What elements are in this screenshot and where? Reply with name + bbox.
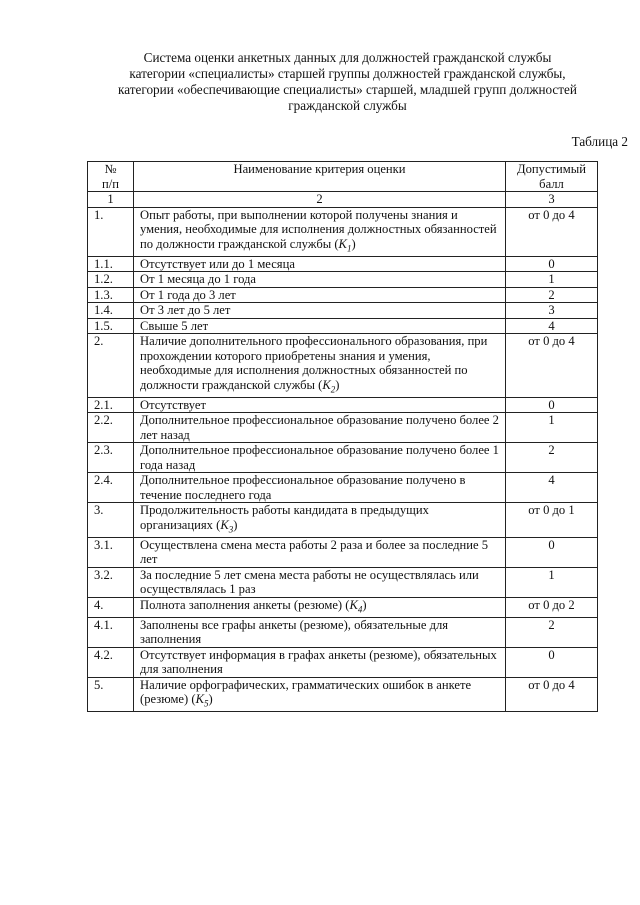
document-title: [60, 50, 635, 114]
criterion-name: [134, 397, 506, 413]
criterion-text: Дополнительное профессиональное образование получено более 1 года назад: [140, 443, 499, 472]
table-row: [88, 473, 598, 503]
allowed-score: 1: [506, 413, 598, 443]
table-row: [88, 207, 598, 256]
criterion-name: [134, 413, 506, 443]
criterion-text: Отсутствует: [140, 397, 206, 412]
title-line: категории «обеспечивающие специалисты» старшей, младшей групп должностей: [118, 82, 577, 97]
criterion-text: Опыт работы, при выполнении которой получены знания и умения, необходимые для исполнения должностных обязанностей по должности гражданской службы: [140, 207, 497, 251]
coefficient-symbol: $K_1$: [338, 236, 352, 254]
row-number: 3.: [88, 503, 134, 538]
row-number: 4.1.: [88, 617, 134, 647]
criterion-text: Заполнены все графы анкеты (резюме), обязательные для заполнения: [140, 617, 449, 647]
criterion-text: Свыше 5 лет: [140, 318, 209, 333]
coefficient-symbol: $K_5$: [195, 692, 209, 709]
row-number: 1.: [88, 207, 134, 256]
allowed-score: от 0 до 4: [506, 334, 598, 398]
header-num: № п/п: [88, 162, 134, 192]
criterion-name: [134, 318, 506, 334]
criterion-name: Полнота заполнения анкеты (резюме) $(K_4)$: [134, 597, 506, 617]
allowed-score: 4: [506, 473, 598, 503]
criterion-name: [134, 443, 506, 473]
row-number: 1.3.: [88, 287, 134, 303]
column-index: 1: [88, 192, 134, 208]
allowed-score: от 0 до 1: [506, 503, 598, 538]
criterion-name: [134, 272, 506, 288]
allowed-score: 2: [506, 287, 598, 303]
criterion-text: Продолжительность работы кандидата в предыдущих организациях: [140, 503, 429, 532]
title-line: Система оценки анкетных данных для должностей гражданской службы: [143, 50, 552, 65]
criterion-text: От 1 месяца до 1 года: [140, 272, 257, 287]
coefficient-symbol: $K_2$: [322, 377, 336, 395]
table-row: [88, 503, 598, 538]
allowed-score: от 0 до 4: [506, 207, 598, 256]
row-number: 2.2.: [88, 413, 134, 443]
table-row: [88, 617, 598, 647]
table-row: [88, 397, 598, 413]
allowed-score: 2: [506, 443, 598, 473]
allowed-score: 0: [506, 647, 598, 677]
table-row: [88, 443, 598, 473]
criterion-text: Наличие дополнительного профессионального образования, при прохождении которого приобретены знания и умения, необходимые для исполнения должностных обязанностей по должности гражданской службы: [140, 334, 488, 392]
table-row: [88, 647, 598, 677]
column-index: 3: [506, 192, 598, 208]
criterion-name: Наличие орфографических, грамматических ошибок в анкете (резюме) $(K_5)$: [134, 677, 506, 712]
table-row: [88, 677, 598, 712]
table-row: [88, 597, 598, 617]
table-row: [88, 272, 598, 288]
column-index: 2: [134, 192, 506, 208]
criterion-text: За последние 5 лет смена места работы не осуществлялась или осуществлялась 1 раз: [140, 567, 479, 597]
criterion-name: [134, 647, 506, 677]
table-row: [88, 413, 598, 443]
row-number: 1.5.: [88, 318, 134, 334]
table-body: [88, 207, 598, 712]
row-number: 3.2.: [88, 567, 134, 597]
criterion-name: [134, 256, 506, 272]
criterion-name: Наличие дополнительного профессионального образования, при прохождении которого приобретены знания и умения, необходимые для исполнения должностных обязанностей по должности гражданской службы $(K_2)$: [134, 334, 506, 398]
allowed-score: 0: [506, 397, 598, 413]
allowed-score: от 0 до 2: [506, 597, 598, 617]
allowed-score: 1: [506, 567, 598, 597]
criterion-name: Продолжительность работы кандидата в предыдущих организациях $(K_3)$: [134, 503, 506, 538]
table-label: Таблица 2: [571, 134, 628, 149]
criterion-name: [134, 303, 506, 319]
criterion-name: [134, 287, 506, 303]
criterion-name: Опыт работы, при выполнении которой получены знания и умения, необходимые для исполнения должностных обязанностей по должности гражданской службы $(K_1)$: [134, 207, 506, 256]
allowed-score: 0: [506, 537, 598, 567]
column-index-row: [88, 192, 598, 208]
row-number: 4.: [88, 597, 134, 617]
table-row: [88, 334, 598, 398]
table-row: [88, 537, 598, 567]
table-row: [88, 567, 598, 597]
row-number: 1.4.: [88, 303, 134, 319]
criterion-text: Дополнительное профессиональное образование получено более 2 лет назад: [140, 413, 499, 442]
allowed-score: от 0 до 4: [506, 677, 598, 712]
criterion-text: Полнота заполнения анкеты (резюме): [140, 597, 343, 612]
coefficient-symbol: $K_3$: [220, 517, 234, 535]
row-number: 2.: [88, 334, 134, 398]
criterion-text: Отсутствует или до 1 месяца: [140, 256, 295, 271]
criterion-text: От 1 года до 3 лет: [140, 287, 236, 302]
row-number: 2.1.: [88, 397, 134, 413]
criterion-text: Наличие орфографических, грамматических ошибок в анкете (резюме): [140, 677, 472, 707]
title-line: гражданской службы: [288, 98, 407, 113]
criterion-name: [134, 567, 506, 597]
title-line: категории «специалисты» старшей группы должностей гражданской службы,: [129, 66, 566, 81]
row-number: 2.3.: [88, 443, 134, 473]
table-row: [88, 303, 598, 319]
row-number: 4.2.: [88, 647, 134, 677]
row-number: 1.1.: [88, 256, 134, 272]
header-score: Допустимый балл: [506, 162, 598, 192]
row-number: 2.4.: [88, 473, 134, 503]
table-row: [88, 256, 598, 272]
allowed-score: 0: [506, 256, 598, 272]
allowed-score: 4: [506, 318, 598, 334]
table-row: [88, 287, 598, 303]
criterion-name: [134, 473, 506, 503]
header-name: Наименование критерия оценки: [134, 162, 506, 192]
criterion-name: [134, 617, 506, 647]
criterion-text: Дополнительное профессиональное образование получено в течение последнего года: [140, 473, 466, 502]
criterion-text: От 3 лет до 5 лет: [140, 303, 231, 318]
table-row: [88, 318, 598, 334]
criteria-table: [87, 161, 598, 712]
coefficient-symbol: $K_4$: [349, 597, 363, 615]
criterion-text: Осуществлена смена места работы 2 раза и более за последние 5 лет: [140, 537, 489, 567]
row-number: 3.1.: [88, 537, 134, 567]
row-number: 1.2.: [88, 272, 134, 288]
allowed-score: 3: [506, 303, 598, 319]
criterion-text: Отсутствует информация в графах анкеты (резюме), обязательных для заполнения: [140, 647, 497, 677]
table-header-row: [88, 162, 598, 192]
row-number: 5.: [88, 677, 134, 712]
criterion-name: [134, 537, 506, 567]
allowed-score: 2: [506, 617, 598, 647]
allowed-score: 1: [506, 272, 598, 288]
